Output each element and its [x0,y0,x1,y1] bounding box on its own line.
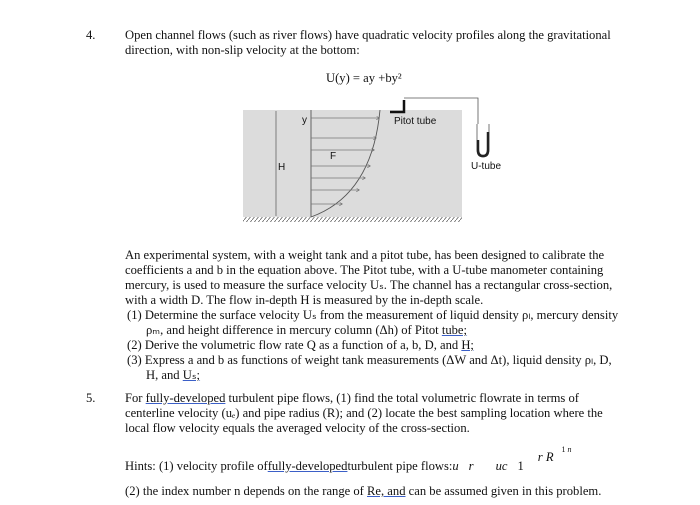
formula-u: u [452,459,459,473]
spellcheck-word: fully-developed [145,391,226,405]
diagram-pitot-label: Pitot tube [394,116,437,127]
formula-one: 1 [517,459,524,473]
q5-line-1 [125,391,579,406]
text: ρₘ, and height difference in mercury column (Δh) of Pitot [146,323,442,337]
diagram-utube-label: U-tube [471,161,502,172]
q4-paragraph-line-1: An experimental system, with a weight tank and a pitot tube, has been designed to calibrate the [125,248,605,262]
formula-fraction-den: R [545,450,554,464]
formula-fraction-num: r [537,450,543,464]
q4-item-3-cont [146,368,200,383]
text: Hints: (1) velocity profile of [125,459,268,473]
diagram-h-label: H [278,162,286,173]
formula-exp-num: 1 [561,445,566,454]
q4-item-1-cont [146,323,467,338]
text: (2) Derive the volumetric flow rate Q as a function of a, b, D, and [127,338,462,352]
text: can be assumed given in this problem. [405,484,602,498]
formula-r: r [468,459,474,473]
q5-line-3: local flow velocity equals the averaged velocity of the cross-section. [125,421,470,435]
formula-exp-den: n [567,445,572,454]
spellcheck-word: H; [461,338,474,352]
spellcheck-word: fully-developed [267,459,348,473]
diagram-f-label: F [330,151,337,162]
velocity-equation: U(y) = ay +by² [326,71,402,85]
diagram-y-label: y [302,115,307,126]
q4-item-3: (3) Express a and b as functions of weight tank measurements (ΔW and Δt), liquid density ρₗ, D, [127,353,612,367]
q4-paragraph-line-4: with a width D. The flow in-depth H is measured by the in-depth scale. [125,293,484,307]
q4-paragraph-line-3: mercury, is used to measure the surface velocity Uₛ. The channel has a rectangular cross-section, [125,278,613,292]
spellcheck-word: tube; [441,323,468,337]
q4-intro-line-2: direction, with non-slip velocity at the bottom: [125,43,360,57]
question-5-number: 5. [86,391,96,405]
hint-1 [125,445,572,474]
question-4-number: 4. [86,28,96,42]
spellcheck-word: Uₛ; [182,368,201,382]
q4-item-2 [127,338,474,353]
formula-exponent [562,442,572,457]
formula-fraction [538,450,554,465]
text: H, and [146,368,183,382]
q4-intro-line-1: Open channel flows (such as river flows) have quadratic velocity profiles along the gravitational [125,28,611,42]
q4-item-1: (1) Determine the surface velocity Uₛ from the measurement of liquid density ρₗ, mercury density [127,308,619,322]
channel-bed [243,217,462,222]
q5-line-2: centerline velocity (uₑ) and pipe radius (R); and (2) locate the best sampling location where the [125,406,603,420]
spellcheck-word: Re, and [367,484,406,498]
text: For [125,391,146,405]
text: turbulent pipe flows: [347,459,453,473]
text: turbulent pipe flows, (1) find the total volumetric flowrate in terms of [225,391,579,405]
text: (2) the index number n depends on the range of [125,484,368,498]
formula-uc: uc [495,459,508,473]
q4-paragraph-line-2: coefficients a and b in the equation above. The Pitot tube, with a U-tube manometer containing [125,263,604,277]
hint-2 [125,484,601,499]
